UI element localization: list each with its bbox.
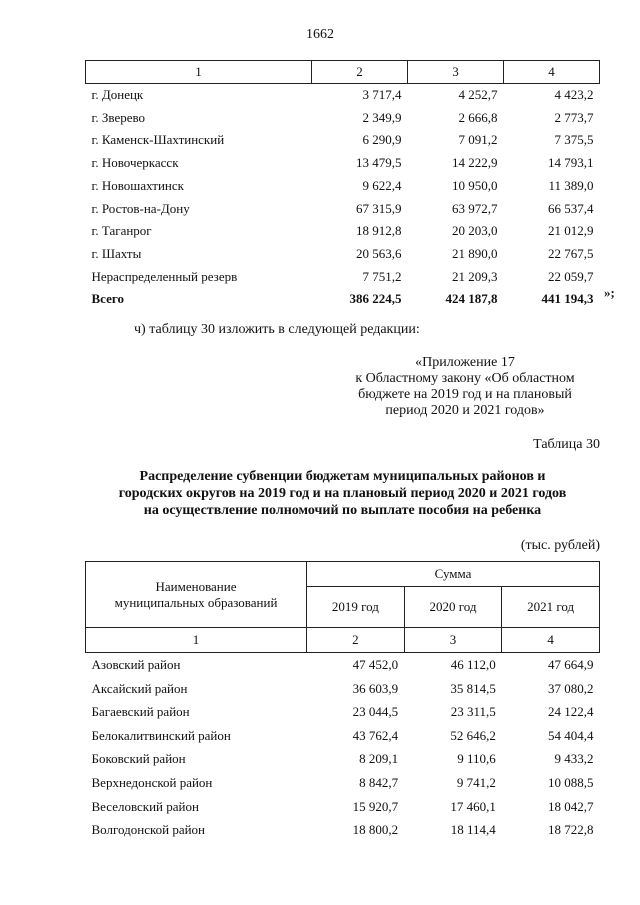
table-header-row [86,562,600,587]
col-number: 1 [86,628,307,653]
table-row [86,818,600,842]
table-main [85,561,600,842]
table-label: Таблица 30 [533,437,600,452]
table-row [86,152,600,175]
row-value-2021: 11 389,0 [548,177,594,193]
row-value-2021: 21 012,9 [548,223,594,239]
table-total-row [86,288,600,311]
row-value-2021: 9 433,2 [554,751,594,767]
row-name: Верхнедонской район [91,774,213,790]
table-row [86,724,600,748]
column-number-row [86,628,600,653]
row-name: г. Новошахтинск [91,177,184,193]
row-value-2019: 43 762,4 [352,727,399,743]
row-value-2021: 2 773,7 [554,109,594,125]
amendment-instruction: ч) таблицу 30 изложить в следующей редакции: [134,322,420,337]
row-value-2020: 4 252,7 [458,87,498,102]
total-value-2021: 441 194,3 [541,291,594,307]
table-row [86,771,600,795]
table-header-row [86,61,600,84]
row-value-2019: 13 479,5 [356,155,402,171]
row-value-2019: 20 563,6 [356,245,402,261]
row-value-2020: 21 209,3 [452,268,498,284]
column-header-name [86,562,307,628]
page-number: 1662 [306,27,334,42]
row-value-2019: 23 044,5 [352,704,399,720]
row-value-2020: 18 114,4 [450,822,496,838]
units-note: (тыс. рублей) [520,538,600,553]
table-row [86,84,600,107]
appendix-line: к Областному закону «Об областном [355,371,575,386]
column-header-line: Наименование [155,578,237,594]
table-top [85,60,600,311]
row-name: г. Таганрог [91,223,152,239]
row-value-2019: 18 912,8 [356,223,402,239]
column-header-year: 2021 год [502,587,600,628]
table-row [86,198,600,221]
row-value-2020: 10 950,0 [452,177,498,193]
col-number: 2 [307,628,405,653]
row-name: Волгодонской район [91,822,206,838]
total-value-2019: 386 224,5 [349,291,402,307]
row-value-2020: 52 646,2 [450,727,496,743]
col-number: 3 [408,61,504,84]
table-row [86,700,600,724]
row-name: г. Новочеркасск [91,155,179,171]
row-name: г. Зверево [91,109,146,125]
row-value-2020: 9 110,6 [457,751,496,767]
row-value-2021: 66 537,4 [548,200,594,216]
row-value-2021: 54 404,4 [548,727,594,743]
appendix-line: период 2020 и 2021 годов» [385,403,545,418]
appendix-line: бюджете на 2019 год и на плановый [358,387,572,402]
table-row [86,653,600,677]
table-row [86,677,600,701]
row-value-2021: 10 088,5 [548,774,594,790]
row-value-2021: 47 664,9 [548,657,594,672]
total-suffix: »; [604,285,615,300]
row-value-2021: 7 375,5 [554,132,594,148]
row-value-2021: 22 059,7 [548,268,594,284]
row-name: Аксайский район [91,680,188,696]
column-header-year: 2019 год [307,587,405,628]
row-name: Азовский район [91,657,181,672]
appendix-heading [330,355,600,419]
row-name: Веселовский район [91,798,199,814]
row-value-2020: 21 890,0 [452,245,498,261]
row-value-2021: 18 042,7 [548,798,594,814]
row-value-2019: 8 209,1 [359,751,399,767]
table-row [86,747,600,771]
col-number: 3 [404,628,502,653]
row-value-2020: 7 091,2 [458,132,498,148]
row-value-2019: 6 290,9 [362,132,402,148]
row-value-2021: 22 767,5 [548,245,594,261]
table-row [86,107,600,130]
row-value-2021: 18 722,8 [548,822,594,838]
col-number: 2 [312,61,408,84]
column-header-year: 2020 год [404,587,502,628]
row-value-2020: 2 666,8 [458,109,498,125]
row-name: Багаевский район [91,704,190,720]
row-value-2021: 14 793,1 [548,155,594,171]
row-value-2020: 20 203,0 [452,223,498,239]
row-value-2021: 37 080,2 [548,680,594,696]
total-value-2020: 424 187,8 [445,291,498,307]
row-value-2021: 24 122,4 [548,704,594,720]
row-value-2019: 2 349,9 [362,109,402,125]
table-row [86,266,600,289]
row-name: г. Донецк [91,87,144,102]
col-number: 4 [502,628,600,653]
row-value-2019: 18 800,2 [352,822,399,838]
row-value-2019: 7 751,2 [362,268,402,284]
title-line: на осуществление полномочий по выплате пособия на ребенка [143,503,542,518]
row-value-2019: 47 452,0 [352,657,399,672]
row-value-2020: 63 972,7 [452,200,498,216]
column-header-line: муниципальных образований [114,594,278,610]
column-header-sum: Сумма [307,562,600,587]
row-name: Нераспределенный резерв [91,268,238,284]
table-row [86,129,600,152]
table-row [86,795,600,819]
row-value-2019: 67 315,9 [356,200,402,216]
row-name: Белокалитвинский район [91,727,231,743]
table-row [86,243,600,266]
row-value-2019: 8 842,7 [359,774,399,790]
table-title [85,468,600,519]
row-value-2020: 35 814,5 [450,680,496,696]
row-name: г. Шахты [91,245,142,261]
row-value-2019: 15 920,7 [352,798,399,814]
row-name: Боковский район [91,751,186,767]
table-row [86,175,600,198]
total-label: Всего [91,291,124,307]
col-number: 1 [86,61,312,84]
row-name: г. Ростов-на-Дону [91,200,190,216]
row-value-2019: 3 717,4 [362,87,402,102]
row-value-2020: 46 112,0 [450,657,496,672]
row-value-2020: 9 741,2 [456,774,496,790]
title-line: Распределение субвенции бюджетам муниципальных районов и [139,469,546,484]
title-line: городских округов на 2019 год и на плановый период 2020 и 2021 годов [118,486,567,501]
table-row [86,220,600,243]
col-number: 4 [504,61,600,84]
row-value-2021: 4 423,2 [554,87,594,102]
appendix-line: «Приложение 17 [415,355,515,370]
row-value-2019: 9 622,4 [362,177,402,193]
row-name: г. Каменск-Шахтинский [91,132,225,148]
row-value-2020: 14 222,9 [452,155,498,171]
row-value-2019: 36 603,9 [352,680,399,696]
row-value-2020: 23 311,5 [450,704,496,720]
row-value-2020: 17 460,1 [450,798,496,814]
